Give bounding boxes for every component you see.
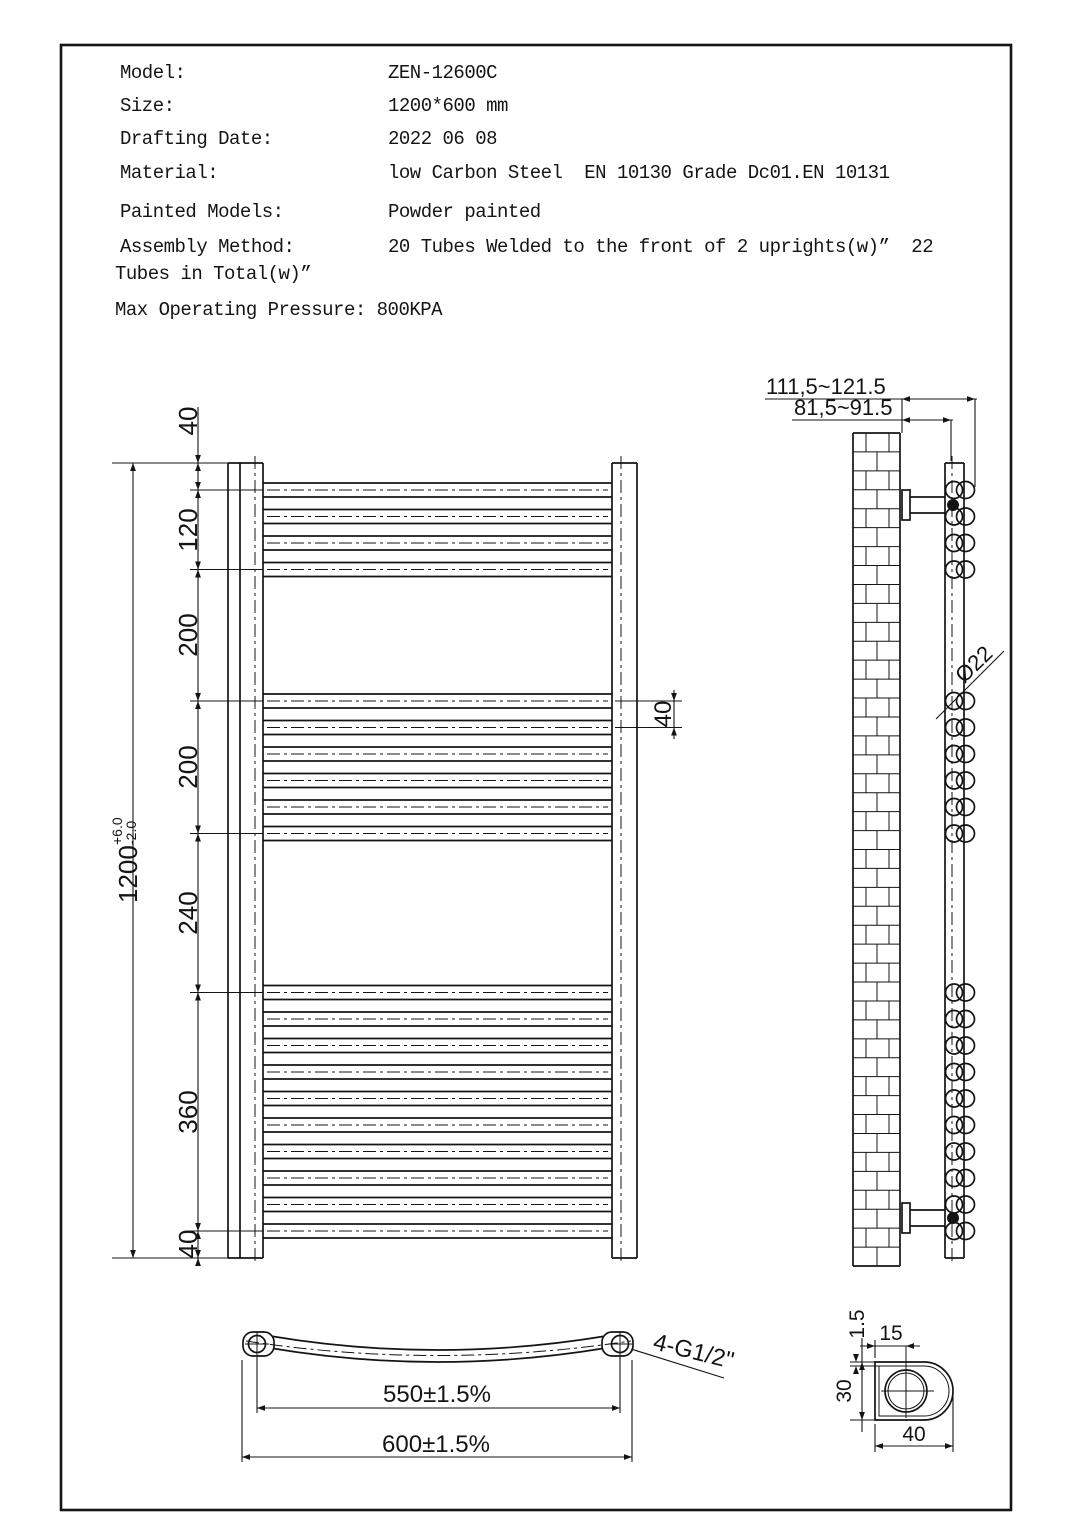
spec-value: ZEN-12600C <box>388 62 498 84</box>
sheet-border <box>61 45 1011 1510</box>
dim-1200-tol-plus: +6.0 <box>109 817 125 845</box>
spec-label: Material: <box>120 162 219 184</box>
spec-continuation: Tubes in Total(w)” <box>115 263 312 285</box>
dim-profile-height: 30 <box>833 1379 856 1403</box>
tube-bow-circle <box>957 561 975 578</box>
overall-dimension <box>109 463 143 1258</box>
tube-bow-circle <box>957 1196 975 1213</box>
wall-bracket-bottom <box>902 1203 959 1233</box>
tube-bow-circle <box>957 1223 975 1240</box>
dim-profile-width: 40 <box>902 1423 926 1446</box>
left-upright <box>228 456 263 1264</box>
connection-label <box>631 1329 737 1378</box>
wall-bracket-top <box>902 490 959 520</box>
thread-label: 4-G1/2" <box>650 1328 737 1375</box>
dim-40-top: 40 <box>173 406 203 436</box>
tube-bow-circle <box>957 799 975 816</box>
tube-bow-circle <box>957 984 975 1001</box>
tube-bow-circle <box>957 1011 975 1028</box>
spec-label: Drafting Date: <box>120 128 273 150</box>
dim-tube-diameter: Ø22 <box>950 640 998 688</box>
spec-pressure: Max Operating Pressure: 800KPA <box>115 299 443 321</box>
dimension-arrow <box>853 1366 859 1374</box>
tube-bow-circle <box>957 772 975 789</box>
right-upright <box>612 456 637 1264</box>
spec-value: 2022 06 08 <box>388 128 498 150</box>
tube-bow-circle <box>957 746 975 763</box>
spec-value: 1200*600 mm <box>388 95 508 117</box>
tube-bow-circle <box>957 1170 975 1187</box>
dim-40-bottom: 40 <box>173 1229 203 1259</box>
spec-value: Powder painted <box>388 201 541 223</box>
dim-1200-tol-minus: -2.0 <box>123 820 139 845</box>
dim-wall-to-front: 111,5~121.5 <box>766 374 886 399</box>
spec-label: Model: <box>120 62 186 84</box>
dim-240: 240 <box>173 891 203 935</box>
dim-120: 120 <box>173 508 203 552</box>
tube-bow-circle <box>957 535 975 552</box>
dim-360: 360 <box>173 1090 203 1134</box>
dimension-arrow <box>853 1354 859 1362</box>
spec-label: Painted Models: <box>120 201 284 223</box>
tube-bow-circle <box>957 825 975 842</box>
detail-view <box>833 1309 953 1452</box>
tube-diameter-label <box>936 641 1004 719</box>
spec-label: Assembly Method: <box>120 236 295 258</box>
tube-bow-circle <box>957 1064 975 1081</box>
dim-200-b: 200 <box>173 745 203 789</box>
tube-bow-circle <box>957 1117 975 1134</box>
tube-bow-circle <box>957 1143 975 1160</box>
tube-bow-circle <box>957 508 975 525</box>
pitch-dimension <box>615 690 682 739</box>
dim-thickness: 1.5 <box>846 1309 869 1339</box>
tube-bow-circle <box>957 719 975 736</box>
dim-overall-width: 600±1.5% <box>382 1431 490 1458</box>
plan-view <box>242 1329 737 1462</box>
dim-hole-offset: 15 <box>879 1322 903 1345</box>
generated-geometry <box>130 396 975 1460</box>
spec-label: Size: <box>120 95 175 117</box>
tube-bow-circle <box>957 482 975 499</box>
spec-value: low Carbon Steel EN 10130 Grade Dc01.EN 10131 <box>388 162 890 184</box>
tube-bow-circle <box>957 1037 975 1054</box>
detail-dimensions <box>833 1309 953 1452</box>
tube-curve-top <box>270 1336 606 1350</box>
tube-bow-circle <box>957 1090 975 1107</box>
spec-value: 20 Tubes Welded to the front of 2 uprights(w)” 22 <box>388 236 934 258</box>
dim-centers: 550±1.5% <box>383 1381 491 1408</box>
plan-dimensions <box>242 1357 632 1462</box>
dim-1200: 1200 <box>113 845 143 903</box>
dim-200-a: 200 <box>173 613 203 657</box>
dim-wall-to-center: 81,5~91.5 <box>794 395 893 420</box>
dim-pitch-40: 40 <box>650 700 677 728</box>
